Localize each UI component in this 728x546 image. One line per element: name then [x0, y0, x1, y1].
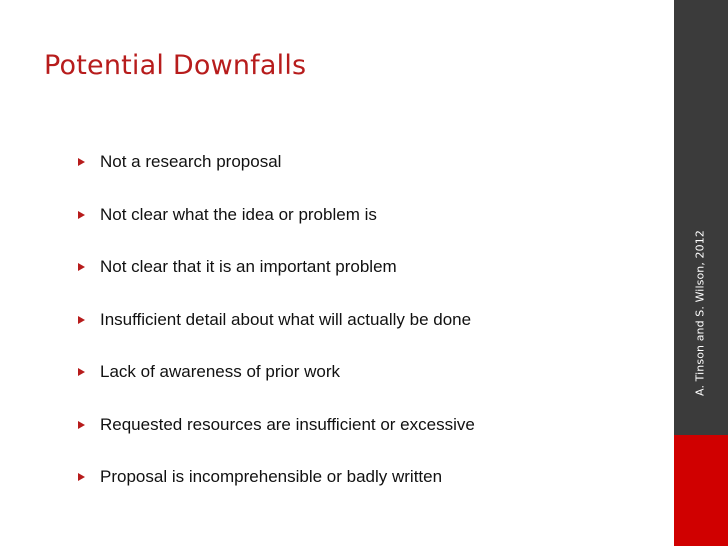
bullet-text: Not clear what the idea or problem is: [100, 204, 377, 224]
bullet-text: Proposal is incomprehensible or badly written: [100, 467, 443, 486]
bullet-text: Lack of awareness of prior work: [100, 362, 340, 381]
bullet-arrow-icon: [78, 316, 85, 324]
bullet-item: [78, 255, 475, 279]
bullet-arrow-icon: [78, 368, 85, 376]
slide-title: Potential Downfalls: [44, 50, 307, 81]
bullet-item: [78, 465, 475, 489]
bullet-arrow-icon: [78, 211, 85, 219]
bullet-item: [78, 308, 475, 332]
bullet-text: Requested resources are insufficient or excessive: [100, 414, 475, 434]
bullet-text: Not a research proposal: [100, 152, 282, 171]
side-bar-accent: [674, 435, 728, 546]
bullet-item: [78, 360, 475, 384]
bullet-arrow-icon: [78, 421, 85, 429]
bullet-text: Insufficient detail about what will actually be done: [100, 309, 472, 329]
bullet-arrow-icon: [78, 473, 85, 481]
bullet-item: [78, 150, 475, 174]
bullet-item: [78, 413, 475, 437]
bullet-arrow-icon: [78, 263, 85, 271]
bullet-text: Not clear that it is an important problem: [100, 257, 397, 276]
bullet-arrow-icon: [78, 158, 85, 166]
author-credit: A. Tinson and S. Wilson, 2012: [693, 230, 707, 396]
bullet-list: [78, 150, 475, 518]
bullet-item: [78, 203, 475, 227]
